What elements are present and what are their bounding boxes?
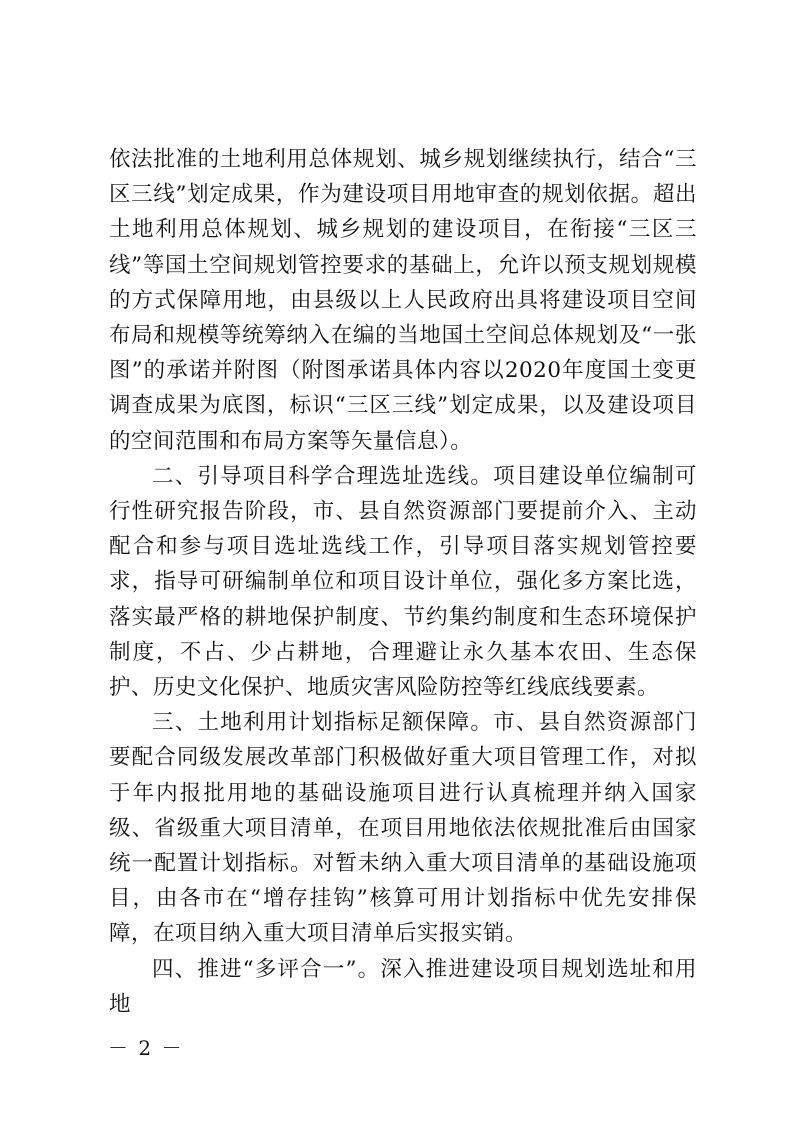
- paragraph-land-quota: 三、土地利用计划指标足额保障。市、县自然资源部门要配合同级发展改革部门积极做好重大项目管理工作，对拟于年内报批用地的基础设施项目进行认真梳理并纳入国家级、省级重大项目清单，在项目用地依法依规批准后由国家统一配置计划指标。对暂未纳入重大项目清单的基础设施项目，由各市在“增存挂钩”核算可用计划指标中优先安排保障，在项目纳入重大项目清单后实报实销。: [109, 710, 697, 947]
- paragraph-site-selection: 二、引导项目科学合理选址选线。项目建设单位编制可行性研究报告阶段，市、县自然资源部门要提前介入、主动配合和参与项目选址选线工作，引导项目落实规划管控要求，指导可研编制单位和项目设计单位，强化多方案比选，落实最严格的耕地保护制度、节约集约制度和生态环境保护制度，不占、少占耕地，合理避让永久基本农田、生态保护、历史文化保护、地质灾害风险防控等红线底线要素。: [109, 463, 697, 701]
- paragraph-continuation: 依法批准的土地利用总体规划、城乡规划继续执行，结合“三区三线”划定成果，作为建设项目用地审查的规划依据。超出土地利用总体规划、城乡规划的建设项目，在衔接“三区三线”等国土空间规划管控要求的基础上，允许以预支规划规模的方式保障用地，由县级以上人民政府出具将建设项目空间布局和规模等统筹纳入在编的当地国土空间总体规划及“一张图”的承诺并附图（附图承诺具体内容以2020年度国土变更调查成果为底图，标识“三区三线”划定成果，以及建设项目的空间范围和布局方案等矢量信息）。: [109, 147, 697, 454]
- paragraph-multi-assessment: 四、推进“多评合一”。深入推进建设项目规划选址和用地: [109, 956, 697, 1017]
- page-number: － 2 －: [108, 1036, 184, 1060]
- document-body: [109, 142, 697, 1022]
